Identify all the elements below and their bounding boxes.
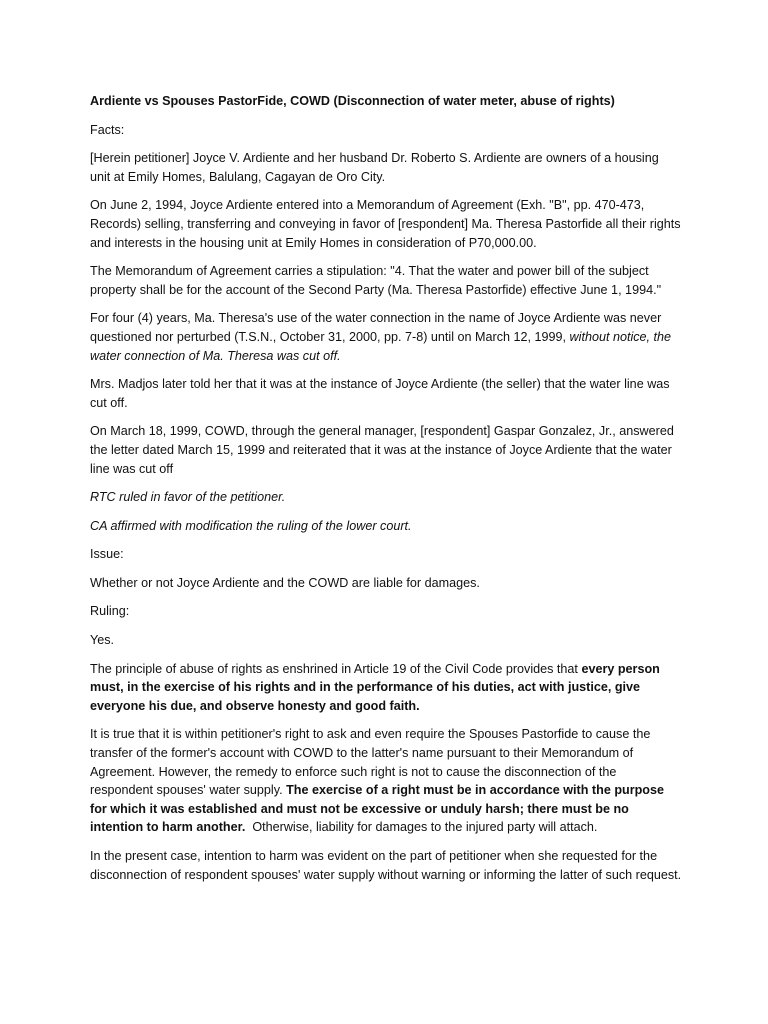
ruling-paragraph-2 xyxy=(90,725,682,837)
document-title: Ardiente vs Spouses PastorFide, COWD (Disconnection of water meter, abuse of rights) xyxy=(90,94,615,108)
facts-paragraph-4-text: For four (4) years, Ma. Theresa's use of the water connection in the name of Joyce Ardiente was never questioned nor perturbed (T.S.N., October 31, 2000, pp. 7-8) until on March 12, 1999, xyxy=(90,311,662,344)
issue-text: Whether or not Joyce Ardiente and the COWD are liable for damages. xyxy=(90,575,480,590)
document-page xyxy=(90,92,682,894)
facts-paragraph-1: [Herein petitioner] Joyce V. Ardiente and her husband Dr. Roberto S. Ardiente are owners of a housing unit at Emily Homes, Balulang, Cagayan de Oro City. xyxy=(90,151,659,184)
facts-paragraph-4-italic: without notice, the water connection of Ma. Theresa was cut off. xyxy=(90,329,672,363)
ruling-paragraph-1-text: The principle of abuse of rights as enshrined in Article 19 of the Civil Code provides that xyxy=(90,661,582,676)
ruling-paragraph-1-bold: every person must, in the exercise of his rights and in the performance of his duties, act with justice, give everyone his due, and observe honesty and good faith. xyxy=(90,661,660,713)
facts-paragraph-2: On June 2, 1994, Joyce Ardiente entered into a Memorandum of Agreement (Exh. "B", pp. 470-473, Records) selling, transferring and conveying in favor of [respondent] Ma. Theresa Pastorfide all their rights and interests in the housing unit at Emily Homes in consideration of P70,000.00. xyxy=(90,198,681,250)
rtc-ruling: RTC ruled in favor of the petitioner. xyxy=(90,490,286,505)
ruling-answer: Yes. xyxy=(90,633,115,648)
ruling-paragraph-3: In the present case, intention to harm was evident on the part of petitioner when she requested for the disconnection of respondent spouses' water supply without warning or informing the latter of such request. xyxy=(90,849,682,882)
ruling-heading: Ruling: xyxy=(90,604,130,619)
facts-heading: Facts: xyxy=(90,122,125,137)
issue-heading: Issue: xyxy=(90,547,124,562)
facts-paragraph-6: On March 18, 1999, COWD, through the general manager, [respondent] Gaspar Gonzalez, Jr., answered the letter dated March 15, 1999 and reiterated that it was at the instance of Joyce Ardiente that the water line was cut off xyxy=(90,424,674,476)
ruling-paragraph-2-text: It is true that it is within petitioner's right to ask and even require the Spouses Pastorfide to cause the transfer of the former's account with COWD to the latter's name pursuant to their Memorandum of Agreement. However, the remedy to enforce such right is not to cause the disconnection of the respondent spouses' water supply. xyxy=(90,727,651,798)
ca-ruling: CA affirmed with modification the ruling of the lower court. xyxy=(90,518,412,533)
facts-paragraph-3: The Memorandum of Agreement carries a stipulation: "4. That the water and power bill of the subject property shall be for the account of the Second Party (Ma. Theresa Pastorfide) effective June 1, 1994." xyxy=(90,264,662,297)
ruling-paragraph-2-tail: Otherwise, liability for damages to the injured party will attach. xyxy=(245,820,598,835)
ruling-paragraph-2-bold: The exercise of a right must be in accordance with the purpose for which it was established and must not be excessive or unduly harsh; there must be no intention to harm another. xyxy=(90,783,664,835)
ruling-paragraph-1 xyxy=(90,660,682,716)
facts-paragraph-4 xyxy=(90,309,682,365)
facts-paragraph-5: Mrs. Madjos later told her that it was at the instance of Joyce Ardiente (the seller) that the water line was cut off. xyxy=(90,377,670,410)
